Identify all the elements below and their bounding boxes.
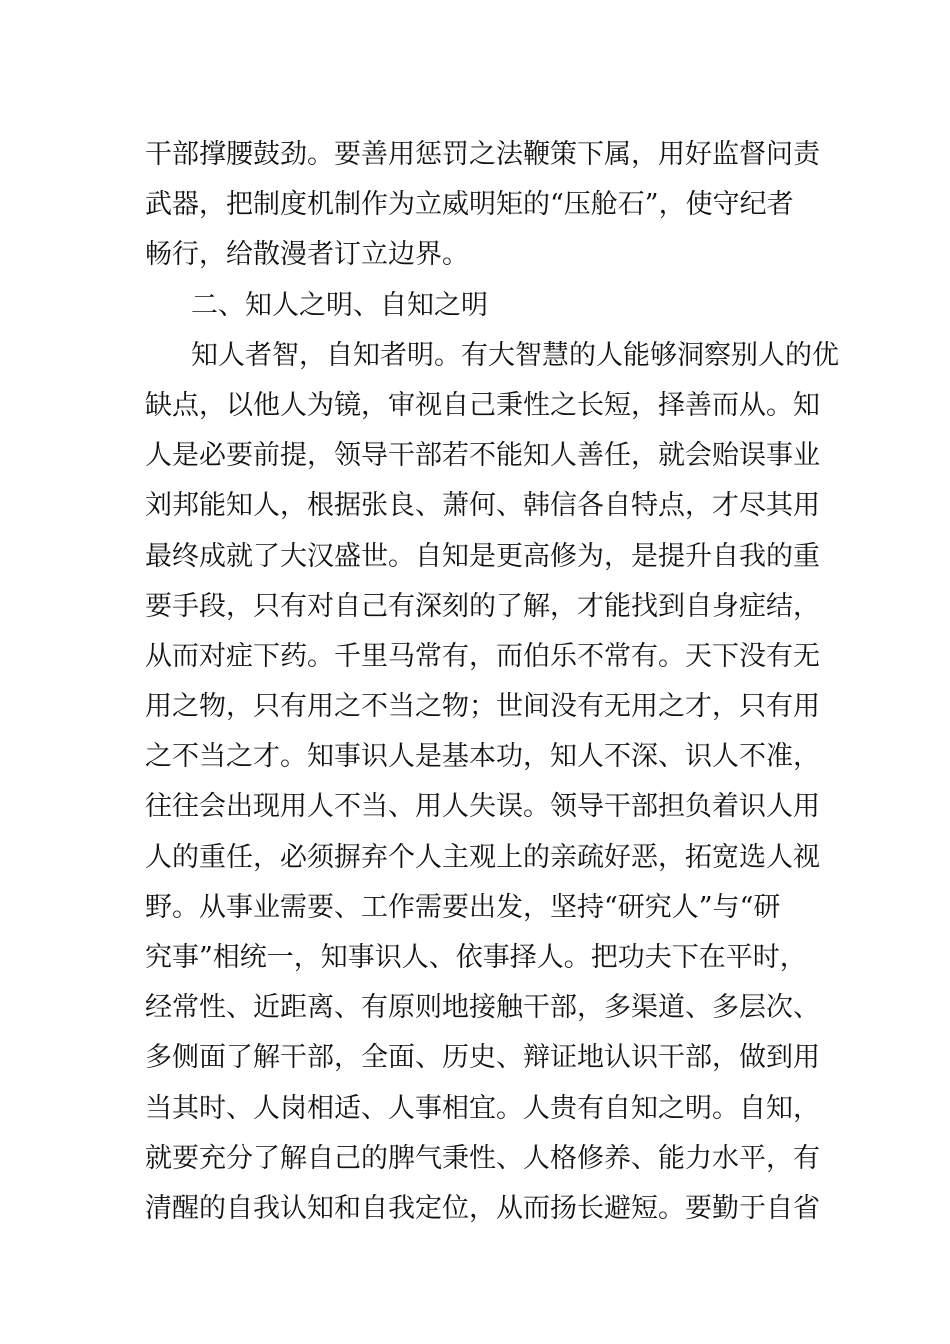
text-line: 清醒的自我认知和自我定位，从而扬长避短。要勤于自省	[145, 1192, 820, 1224]
text-line: 人是必要前提，领导干部若不能知人善任，就会贻误事业	[145, 440, 820, 472]
text-line: 经常性、近距离、有原则地接触干部，多渠道、多层次、	[145, 992, 820, 1024]
text-line: 往往会出现用人不当、用人失误。领导干部担负着识人用	[145, 791, 820, 823]
text-line: 就要充分了解自己的脾气秉性、人格修养、能力水平，有	[145, 1142, 820, 1174]
text-line: 人的重任，必须摒弃个人主观上的亲疏好恶，拓宽选人视	[145, 841, 820, 873]
text-line: 究事”相统一，知事识人、依事择人。把功夫下在平时，	[145, 942, 807, 973]
text-line: 用之物，只有用之不当之物；世间没有无用之才，只有用	[145, 691, 820, 723]
text-line: 要手段，只有对自己有深刻的了解，才能找到自身症结，	[145, 590, 820, 622]
text-line: 知人者智，自知者明。有大智慧的人能够洞察别人的优	[191, 339, 839, 371]
text-line: 野。从事业需要、工作需要出发，坚持“研究人”与“研	[145, 891, 781, 923]
text-line: 之不当之才。知事识人是基本功，知人不深、识人不准，	[145, 741, 820, 773]
text-line: 从而对症下药。千里马常有，而伯乐不常有。天下没有无	[145, 640, 820, 672]
section-heading: 二、知人之明、自知之明	[191, 289, 488, 321]
text-line: 多侧面了解干部，全面、历史、辩证地认识干部，做到用	[145, 1042, 820, 1074]
text-line: 最终成就了大汉盛世。自知是更高修为，是提升自我的重	[145, 540, 820, 572]
text-line: 刘邦能知人，根据张良、萧何、韩信各自特点，才尽其用	[145, 490, 820, 522]
document-body	[145, 130, 839, 1234]
text-line: 畅行，给散漫者订立边界。	[145, 239, 469, 271]
text-line: 缺点，以他人为镜，审视自己秉性之长短，择善而从。知	[145, 389, 820, 421]
text-line: 干部撑腰鼓劲。要善用惩罚之法鞭策下属，用好监督问责	[145, 139, 820, 170]
text-line: 武器，把制度机制作为立威明矩的“压舱石”，使守纪者	[145, 189, 794, 221]
text-line: 当其时、人岗相适、人事相宜。人贵有自知之明。自知，	[145, 1092, 820, 1124]
